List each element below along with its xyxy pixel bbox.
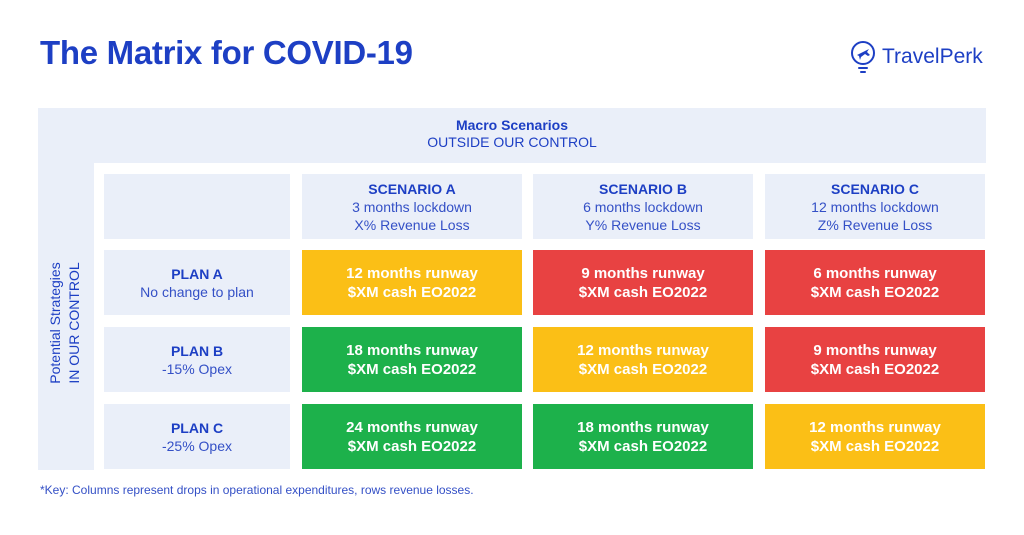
runway-text: 12 months runway bbox=[346, 264, 478, 282]
runway-text: 9 months runway bbox=[813, 341, 937, 359]
plan-name: PLAN A bbox=[171, 265, 223, 282]
plan-name: PLAN B bbox=[170, 342, 224, 359]
matrix-cell-b-a bbox=[302, 327, 522, 392]
matrix-cell-a-c bbox=[765, 250, 985, 315]
corner-cell bbox=[104, 174, 290, 239]
runway-text: 12 months runway bbox=[809, 418, 941, 436]
scenario-header-a bbox=[302, 174, 522, 239]
matrix-cell-c-a bbox=[302, 404, 522, 469]
plane-pin-icon bbox=[850, 40, 876, 74]
scenario-lockdown: 3 months lockdown bbox=[352, 198, 472, 215]
cash-text: $XM cash EO2022 bbox=[810, 283, 940, 301]
plan-row-header-b bbox=[104, 327, 290, 392]
scenario-revenue-loss: Z% Revenue Loss bbox=[817, 216, 933, 233]
scenario-header-c bbox=[765, 174, 985, 239]
runway-text: 18 months runway bbox=[577, 418, 709, 436]
runway-text: 6 months runway bbox=[813, 264, 937, 282]
plan-desc: -15% Opex bbox=[161, 360, 233, 377]
matrix-cell-b-c bbox=[765, 327, 985, 392]
plan-row-header-a bbox=[104, 250, 290, 315]
scenario-lockdown: 12 months lockdown bbox=[811, 198, 939, 215]
brand-logo bbox=[850, 40, 983, 74]
cash-text: $XM cash EO2022 bbox=[578, 437, 708, 455]
strategies-label bbox=[46, 203, 86, 443]
plan-desc: No change to plan bbox=[140, 283, 254, 300]
scenario-name: SCENARIO A bbox=[368, 180, 456, 197]
brand-name: TravelPerk bbox=[882, 45, 983, 68]
matrix-cell-a-b bbox=[533, 250, 753, 315]
matrix-cell-a-a bbox=[302, 250, 522, 315]
scenario-lockdown: 6 months lockdown bbox=[583, 198, 703, 215]
plan-desc: -25% Opex bbox=[161, 437, 233, 454]
plan-row-header-c bbox=[104, 404, 290, 469]
matrix-cell-c-b bbox=[533, 404, 753, 469]
macro-subtitle-text: OUTSIDE OUR CONTROL bbox=[427, 134, 597, 150]
scenario-name: SCENARIO C bbox=[831, 180, 919, 197]
scenario-header-b bbox=[533, 174, 753, 239]
runway-text: 18 months runway bbox=[346, 341, 478, 359]
cash-text: $XM cash EO2022 bbox=[347, 283, 477, 301]
cash-text: $XM cash EO2022 bbox=[347, 360, 477, 378]
cash-text: $XM cash EO2022 bbox=[578, 360, 708, 378]
plan-name: PLAN C bbox=[170, 419, 224, 436]
footnote: *Key: Columns represent drops in operational expenditures, rows revenue losses. bbox=[40, 483, 474, 497]
strategies-title-text: Potential Strategies bbox=[47, 262, 63, 384]
cash-text: $XM cash EO2022 bbox=[578, 283, 708, 301]
strategies-subtitle-text: IN OUR CONTROL bbox=[66, 262, 82, 384]
scenario-name: SCENARIO B bbox=[599, 180, 687, 197]
cash-text: $XM cash EO2022 bbox=[810, 437, 940, 455]
runway-text: 12 months runway bbox=[577, 341, 709, 359]
page-title: The Matrix for COVID-19 bbox=[40, 34, 413, 71]
macro-title-text: Macro Scenarios bbox=[455, 117, 569, 133]
scenario-revenue-loss: Y% Revenue Loss bbox=[585, 216, 701, 233]
scenario-revenue-loss: X% Revenue Loss bbox=[354, 216, 470, 233]
runway-text: 24 months runway bbox=[346, 418, 478, 436]
runway-text: 9 months runway bbox=[581, 264, 705, 282]
matrix-cell-c-c bbox=[765, 404, 985, 469]
macro-title bbox=[38, 117, 986, 150]
cash-text: $XM cash EO2022 bbox=[810, 360, 940, 378]
matrix-cell-b-b bbox=[533, 327, 753, 392]
cash-text: $XM cash EO2022 bbox=[347, 437, 477, 455]
